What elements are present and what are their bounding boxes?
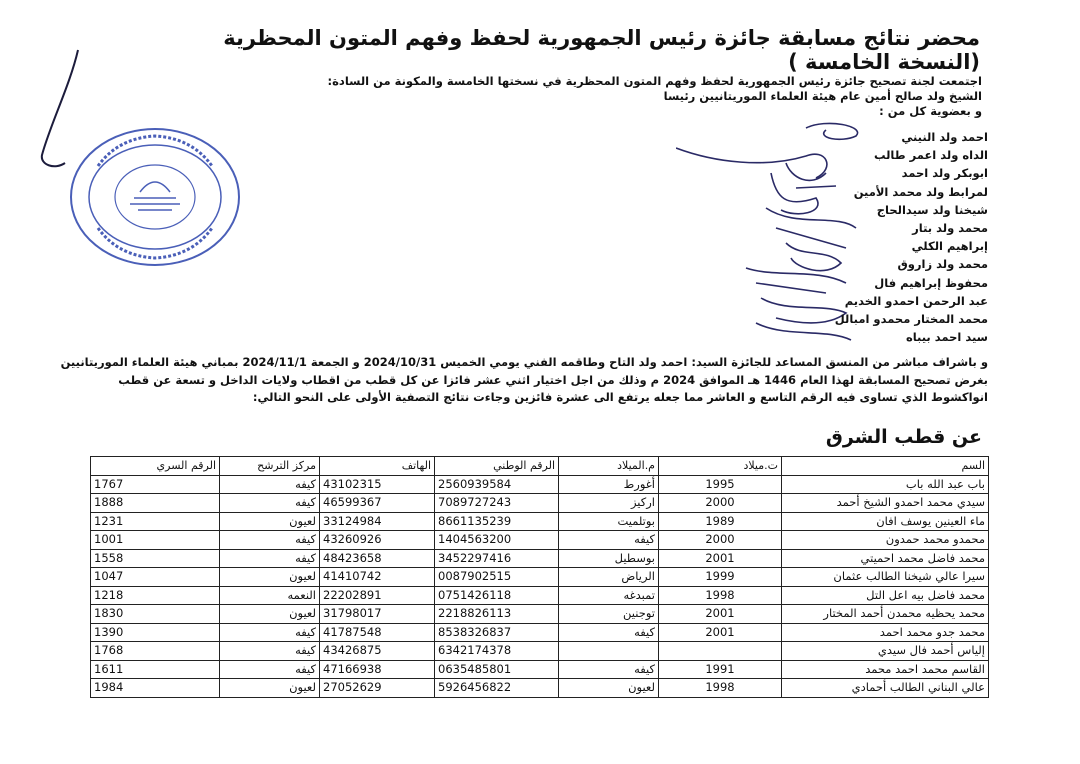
cell-national-id: 0635485801 <box>435 660 559 679</box>
cell-birth-year: 1989 <box>659 512 782 531</box>
cell-center: لعيون <box>220 679 320 698</box>
col-header-name: السم <box>782 457 989 476</box>
cell-national-id: 2218826113 <box>435 605 559 624</box>
cell-secret-number: 1984 <box>91 679 220 698</box>
cell-national-id: 3452297416 <box>435 549 559 568</box>
results-table <box>90 456 989 698</box>
table-row <box>91 549 989 568</box>
col-header-phone: الهاتف <box>320 457 435 476</box>
cell-secret-number: 1558 <box>91 549 220 568</box>
cell-birth-year <box>659 642 782 661</box>
member-name: محمد المختار محمدو امبالل <box>834 311 988 326</box>
cell-national-id: 8538326837 <box>435 623 559 642</box>
cell-national-id: 7089727243 <box>435 494 559 513</box>
cell-name: عالي البناني الطالب أحمادي <box>782 679 989 698</box>
cell-birth-place: كيفه <box>559 531 659 550</box>
cell-phone: 31798017 <box>320 605 435 624</box>
cell-national-id: 2560939584 <box>435 475 559 494</box>
table-row <box>91 660 989 679</box>
cell-birth-place: بوتلميت <box>559 512 659 531</box>
table-row <box>91 605 989 624</box>
cell-birth-year: 2000 <box>659 531 782 550</box>
cell-birth-place: لعيون <box>559 679 659 698</box>
member-name: سيد احمد بيباه <box>905 330 988 345</box>
cell-birth-year: 2000 <box>659 494 782 513</box>
cell-birth-year: 1998 <box>659 679 782 698</box>
member-name: لمرابط ولد محمد الأمين <box>853 184 988 199</box>
cell-center: كيفه <box>220 660 320 679</box>
cell-name: محمد يحظيه محمدن أحمد المختار <box>782 605 989 624</box>
cell-birth-place: اركيز <box>559 494 659 513</box>
cell-secret-number: 1768 <box>91 642 220 661</box>
cell-national-id: 1404563200 <box>435 531 559 550</box>
table-row <box>91 568 989 587</box>
cell-birth-place: أغورط <box>559 475 659 494</box>
cell-birth-year: 2001 <box>659 549 782 568</box>
member-name: محمد ولد زاروق <box>897 257 988 272</box>
col-header-birth-place: م.الميلاد <box>559 457 659 476</box>
paragraph-line: بغرض تصحيح المسابقة لهذا العام 1446 هـ الموافق 2024 م وذلك من اجل اختيار اثني عشر فائزا عن كل قطب من اقطاب ولايات الداخل و تسعة عن قطب <box>118 372 988 387</box>
cell-center: كيفه <box>220 475 320 494</box>
col-header-secret-number: الرقم السري <box>91 457 220 476</box>
cell-phone: 48423658 <box>320 549 435 568</box>
cell-center: لعيون <box>220 568 320 587</box>
cell-national-id: 0087902515 <box>435 568 559 587</box>
committee-members-list <box>688 128 988 346</box>
cell-name: إلياس أحمد فال سيدي <box>782 642 989 661</box>
cell-phone: 22202891 <box>320 586 435 605</box>
table-row <box>91 642 989 661</box>
table-row <box>91 531 989 550</box>
cell-secret-number: 1767 <box>91 475 220 494</box>
cell-secret-number: 1047 <box>91 568 220 587</box>
member-name: محمد ولد بتار <box>912 220 988 235</box>
cell-birth-year: 1999 <box>659 568 782 587</box>
cell-birth-year: 1998 <box>659 586 782 605</box>
member-name: محفوظ إبراهيم فال <box>874 275 988 290</box>
cell-name: سيرا عالي شيخنا الطالب عثمان <box>782 568 989 587</box>
cell-birth-year: 1995 <box>659 475 782 494</box>
cell-phone: 27052629 <box>320 679 435 698</box>
cell-name: ماء العينين يوسف افان <box>782 512 989 531</box>
cell-secret-number: 1888 <box>91 494 220 513</box>
cell-birth-place: توجنين <box>559 605 659 624</box>
table-header-row <box>91 457 989 476</box>
cell-secret-number: 1830 <box>91 605 220 624</box>
cell-birth-place <box>559 642 659 661</box>
cell-name: محمد جدو محمد احمد <box>782 623 989 642</box>
cell-birth-place: كيفه <box>559 623 659 642</box>
table-row <box>91 586 989 605</box>
cell-secret-number: 1390 <box>91 623 220 642</box>
cell-birth-place: بوسطيل <box>559 549 659 568</box>
table-row <box>91 623 989 642</box>
member-name: شيخنا ولد سيدالحاج <box>876 202 988 217</box>
cell-birth-place: الرياض <box>559 568 659 587</box>
cell-center: النعمه <box>220 586 320 605</box>
cell-name: محمد فاضل محمد احميتي <box>782 549 989 568</box>
cell-secret-number: 1231 <box>91 512 220 531</box>
cell-center: لعيون <box>220 605 320 624</box>
cell-name: سيدي محمد احمدو الشيخ أحمد <box>782 494 989 513</box>
cell-phone: 43102315 <box>320 475 435 494</box>
cell-center: كيفه <box>220 642 320 661</box>
table-row <box>91 512 989 531</box>
cell-phone: 47166938 <box>320 660 435 679</box>
cell-national-id: 5926456822 <box>435 679 559 698</box>
member-name: احمد ولد النيني <box>901 130 988 144</box>
cell-phone: 33124984 <box>320 512 435 531</box>
cell-name: محمدو محمد حمدون <box>782 531 989 550</box>
cell-secret-number: 1218 <box>91 586 220 605</box>
cell-secret-number: 1001 <box>91 531 220 550</box>
cell-center: كيفه <box>220 623 320 642</box>
document-title: محضر نتائج مسابقة جائزة رئيس الجمهورية لحفظ وفهم المتون المحظرية (النسخة الخامسة ) <box>223 26 980 74</box>
cell-national-id: 8661135239 <box>435 512 559 531</box>
section-title: عن قطب الشرق <box>825 426 982 448</box>
cell-birth-place: تمبدغه <box>559 586 659 605</box>
cell-birth-year: 2001 <box>659 605 782 624</box>
member-name: ابوبكر ولد احمد <box>901 166 988 181</box>
table-row <box>91 475 989 494</box>
cell-name: القاسم محمد احمد محمد <box>782 660 989 679</box>
cell-national-id: 0751426118 <box>435 586 559 605</box>
member-name: عبد الرحمن احمدو الخديم <box>844 293 988 308</box>
cell-center: كيفه <box>220 531 320 550</box>
cell-birth-year: 1991 <box>659 660 782 679</box>
cell-phone: 41410742 <box>320 568 435 587</box>
cell-center: كيفه <box>220 494 320 513</box>
intro-block <box>92 74 982 119</box>
cell-center: كيفه <box>220 549 320 568</box>
table-row <box>91 494 989 513</box>
cell-secret-number: 1611 <box>91 660 220 679</box>
paragraph-line: و باشراف مباشر من المنسق المساعد للجائزة السيد: احمد ولد التاح وطاقمه الفني يومي الخميس 2024/10/31 و الجمعة 2024/11/1 بمباني هيئة العلماء الموريتانيين <box>60 355 988 369</box>
cell-name: باب عبد الله باب <box>782 475 989 494</box>
member-name: الداه ولد اعمر طالب <box>873 148 988 163</box>
cell-center: لعيون <box>220 512 320 531</box>
supervision-paragraph <box>60 354 988 407</box>
cell-phone: 46599367 <box>320 494 435 513</box>
cell-phone: 43426875 <box>320 642 435 661</box>
col-header-birth-year: ت.ميلاد <box>659 457 782 476</box>
cell-phone: 43260926 <box>320 531 435 550</box>
col-header-center: مركز الترشح <box>220 457 320 476</box>
col-header-national-id: الرقم الوطني <box>435 457 559 476</box>
intro-line: و بعضوية كل من : <box>879 104 982 118</box>
intro-line: الشيخ ولد صالح أمين عام هيئة العلماء الموريتانيين رئيسا <box>663 89 982 103</box>
cell-birth-place: كيفه <box>559 660 659 679</box>
cell-phone: 41787548 <box>320 623 435 642</box>
member-name: إبراهيم الكلي <box>911 239 988 254</box>
cell-name: محمد فاضل بيه اعل التل <box>782 586 989 605</box>
paragraph-line: انواكشوط الذي تساوى فيه الرقم التاسع و العاشر مما جعله يرتفع الى عشرة فائزين وجاءت نتائج التصفية الأولى على النحو التالي: <box>252 390 988 404</box>
cell-birth-year: 2001 <box>659 623 782 642</box>
cell-national-id: 6342174378 <box>435 642 559 661</box>
official-stamp-seal <box>68 126 243 268</box>
intro-line: اجتمعت لجنة تصحيح جائزة رئيس الجمهورية لحفظ وفهم المتون المحظرية في نسختها الخامسة والمكونة من السادة: <box>327 74 982 88</box>
table-row <box>91 679 989 698</box>
